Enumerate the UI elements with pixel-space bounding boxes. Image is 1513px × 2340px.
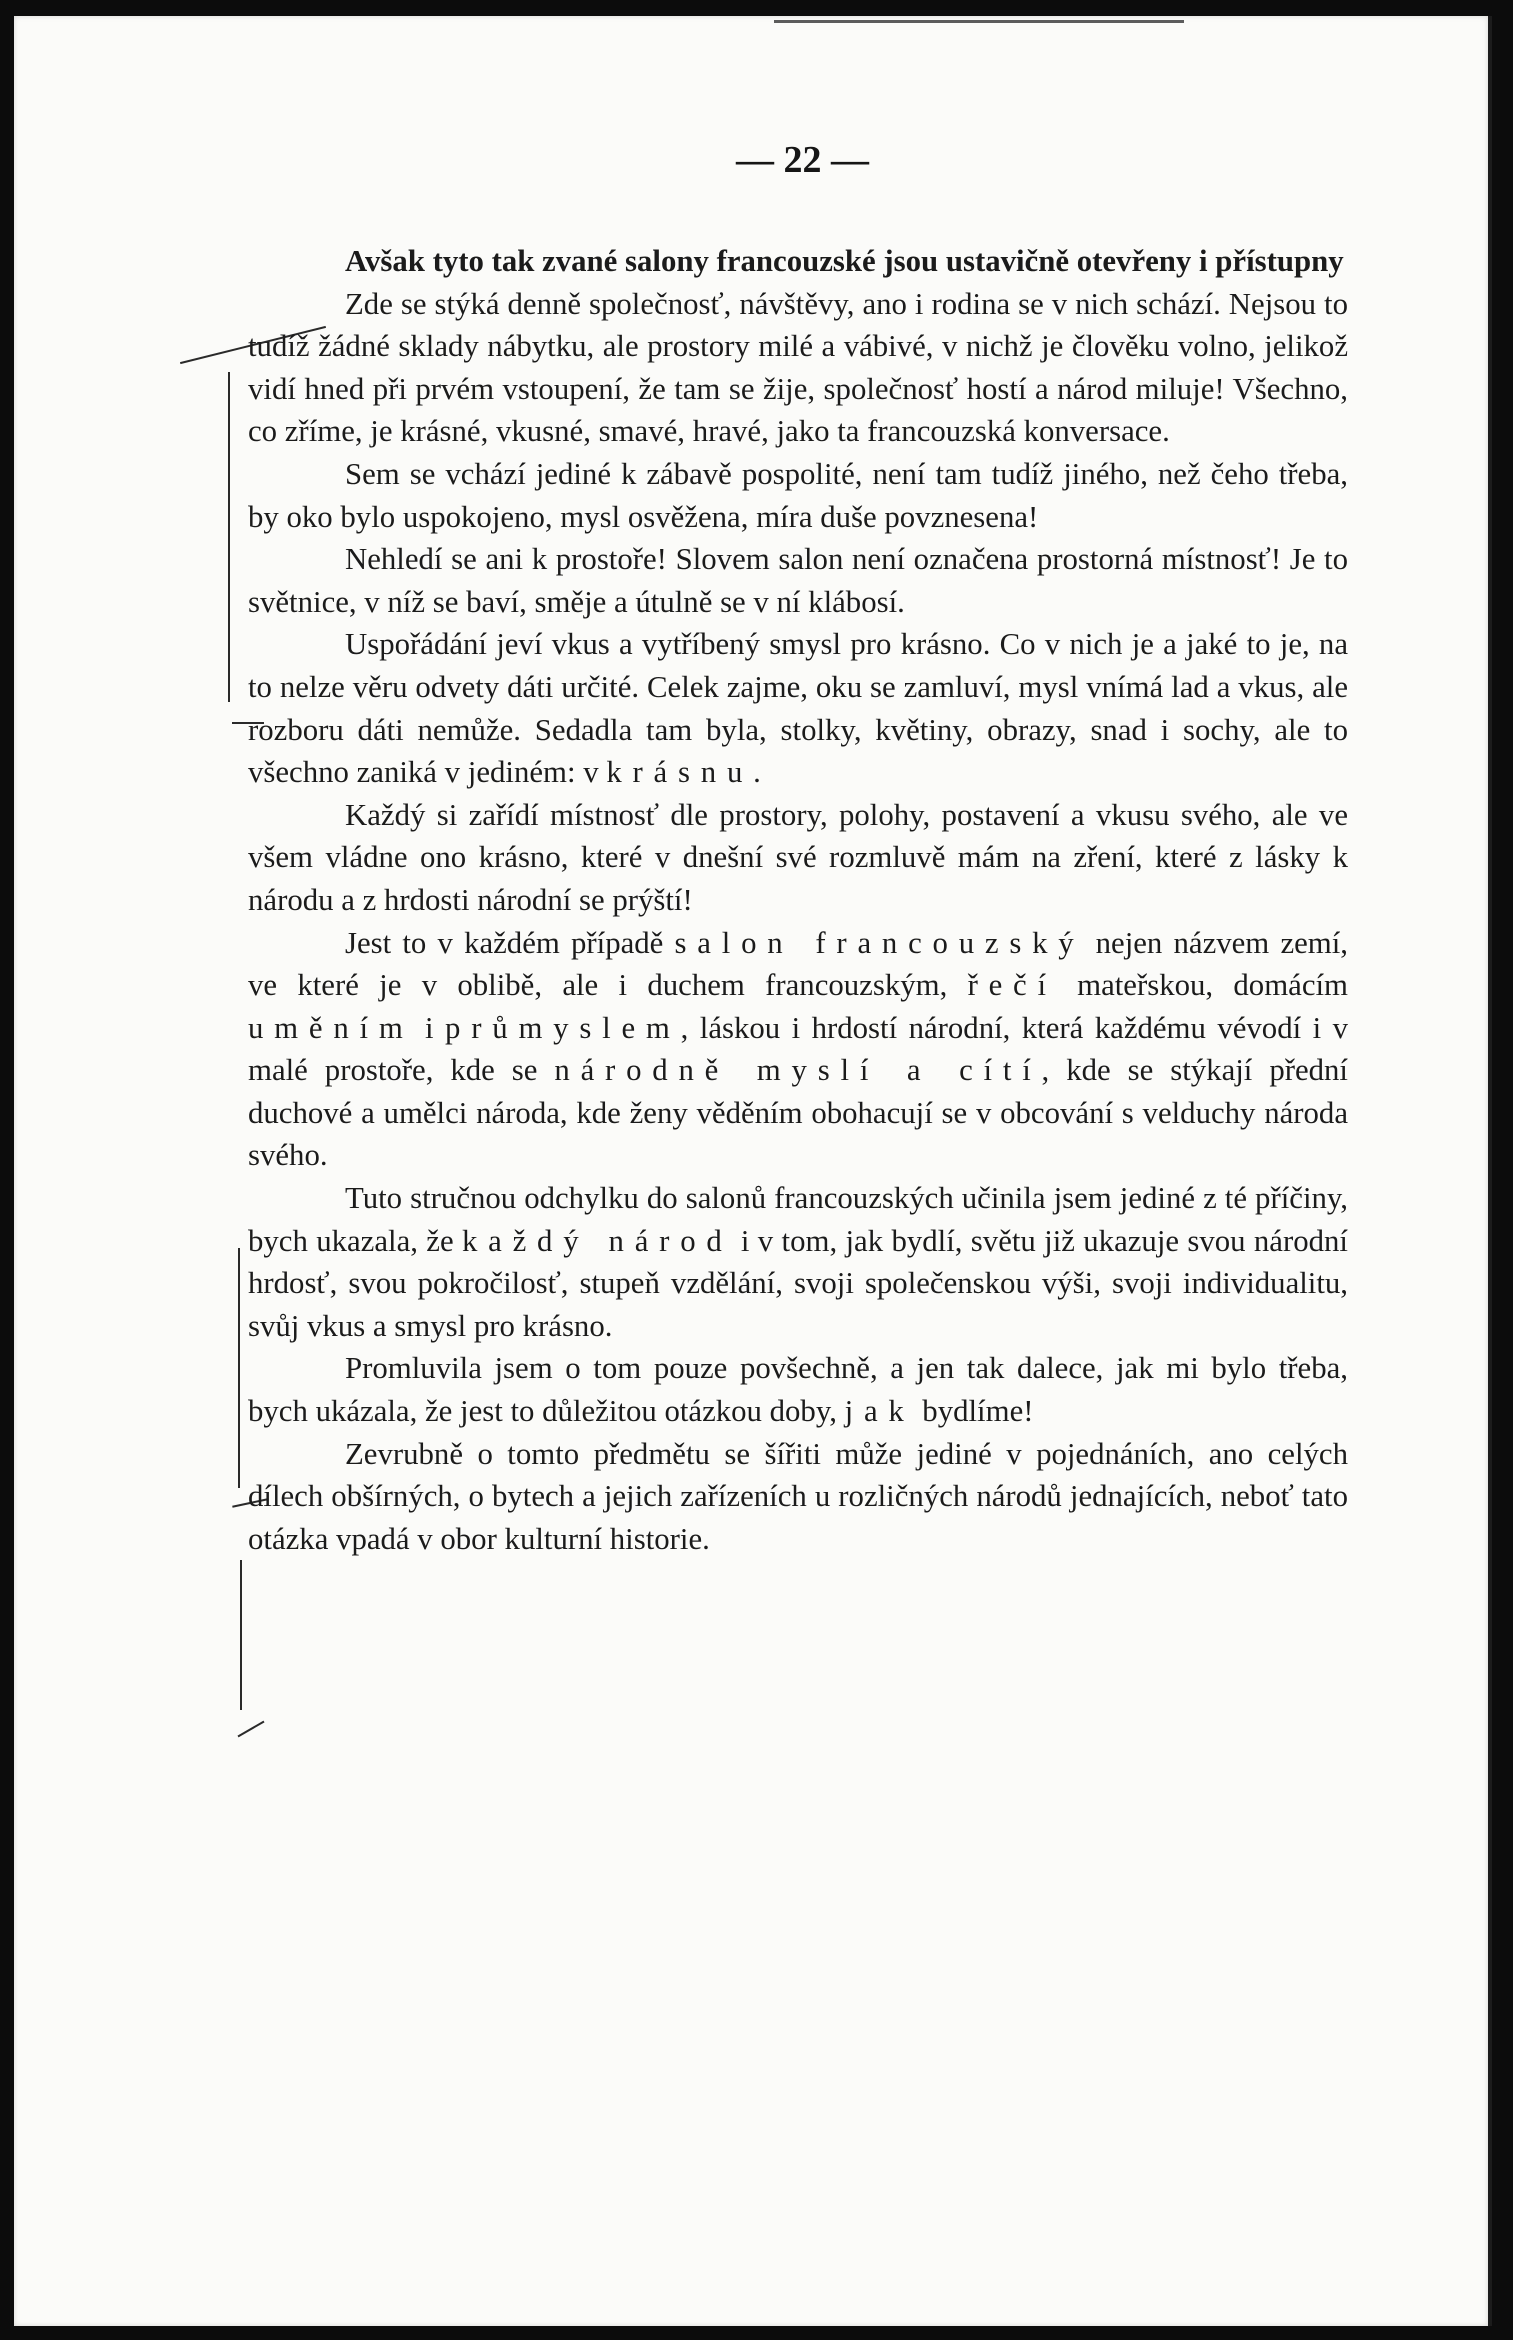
spaced-word: národně myslí a cítí: [554, 1053, 1042, 1088]
spaced-word: průmyslem: [445, 1010, 681, 1045]
paragraph-8-text: i v tom, jak bydlí, světu již ukazuje svou národní hrdosť, svou pokročilosť, stupeň vzdělání, svoji společenskou výši, svoji individualitu, svůj vkus a smysl pro krásno.: [248, 1223, 1348, 1343]
spaced-word: jak: [844, 1394, 915, 1429]
paragraph-9-text: Promluvila jsem o tom pouze povšechně, a jen tak dalece, jak mi bylo třeba, bych ukázala, že jest to důležitou otázkou doby,: [248, 1351, 1348, 1429]
paragraph-8: [248, 1177, 1348, 1347]
paragraph-7: [248, 922, 1348, 1178]
paragraph-10: Zevrubně o tomto předmětu se šířiti může jediné v pojednáních, ano celých dílech obšírných, o bytech a jejich zařízeních u rozličných národů jednajících, neboť tato otázka vpadá v obor kulturní historie.: [248, 1436, 1348, 1556]
body-text: [248, 240, 1348, 1560]
paragraph-7-text: , láskou i hrdostí národní, která každému vévodí i v malé prostoře, kde se: [248, 1010, 1348, 1088]
paragraph-9: [248, 1347, 1348, 1432]
spaced-word: řečí: [967, 968, 1057, 1003]
paragraph-2: Zde se stýká denně společnosť, návštěvy, ano i rodina se v nich schází. Nejsou to tudíž žádné sklady nábytku, ale prostory milé a vábivé, v nichž je člověku volno, jelikož vidí hned při prvém vstoupení, že tam se žije, společnosť hostí a národ miluje! Všechno, co zříme, je krásné, vkusné, smavé, hravé, jako ta francouzská konversace.: [248, 286, 1348, 449]
paragraph-5: [248, 623, 1348, 793]
paragraph-7-text: nejen názvem zemí, ve které je v oblibě, ale i duchem francouzským,: [248, 925, 1348, 1003]
page-number: — 22 —: [736, 139, 869, 181]
paragraph-9-end: bydlíme!: [914, 1394, 1034, 1429]
spaced-word: salon francouzský: [674, 925, 1085, 960]
paragraph-7-text: Jest to v každém případě: [345, 925, 675, 960]
paragraph-3: Sem se vchází jediné k zábavě pospolité, není tam tudíž jiného, než čeho třeba, by oko bylo uspokojeno, mysl osvěžena, míra duše povznesena!: [248, 456, 1348, 534]
margin-annotation-bracket: [238, 1248, 240, 1488]
paragraph-7-text: i: [413, 1010, 446, 1045]
paragraph-5-text: Uspořádání jeví vkus a vytříbený smysl pro krásno. Co v nich je a jaké to je, na to nelze věru odvety dáti určité. Celek zajme, oku se zamluví, mysl vnímá lad a vkus, ale rozboru dáti nemůže. Sedadla tam byla, stolky, květiny, obrazy, snad i sochy, ale to všechno zaniká v jediném: v: [248, 627, 1348, 790]
paragraph-7-text: , kde se stýkají přední duchové a umělci národa, kde ženy věděním obohacují se v obcování s velduchy národa svého.: [248, 1053, 1348, 1173]
margin-annotation-bracket: [240, 1560, 242, 1710]
spaced-word: každý národ: [461, 1223, 733, 1258]
paragraph-7-text: mateřskou, domácím: [1056, 968, 1348, 1003]
top-rule: [774, 20, 1184, 23]
paragraph-8-text: Tuto stručnou odchylku do salonů francouzských učinila jsem jediné z té příčiny, bych ukazala, že: [248, 1181, 1348, 1258]
paragraph-1: Avšak tyto tak zvané salony francouzské jsou ustavičně otevřeny i přístupny: [345, 244, 1344, 278]
spaced-word: krásnu: [606, 755, 754, 790]
margin-annotation-bracket: [228, 372, 230, 702]
paragraph-5-end: .: [753, 755, 761, 790]
paragraph-6: Každý si zařídí místnosť dle prostory, polohy, postavení a vkusu svého, ale ve všem vládne ono krásno, které v dnešní své rozmluvě mám na zření, které z lásky k národu a z hrdosti národní se prýští!: [248, 797, 1348, 917]
spaced-word: uměním: [248, 1010, 414, 1045]
paragraph-4: Nehledí se ani k prostoře! Slovem salon není označena prostorná místnosť! Je to světnice, v níž se baví, směje a útulně se v ní klábosí.: [248, 542, 1348, 619]
